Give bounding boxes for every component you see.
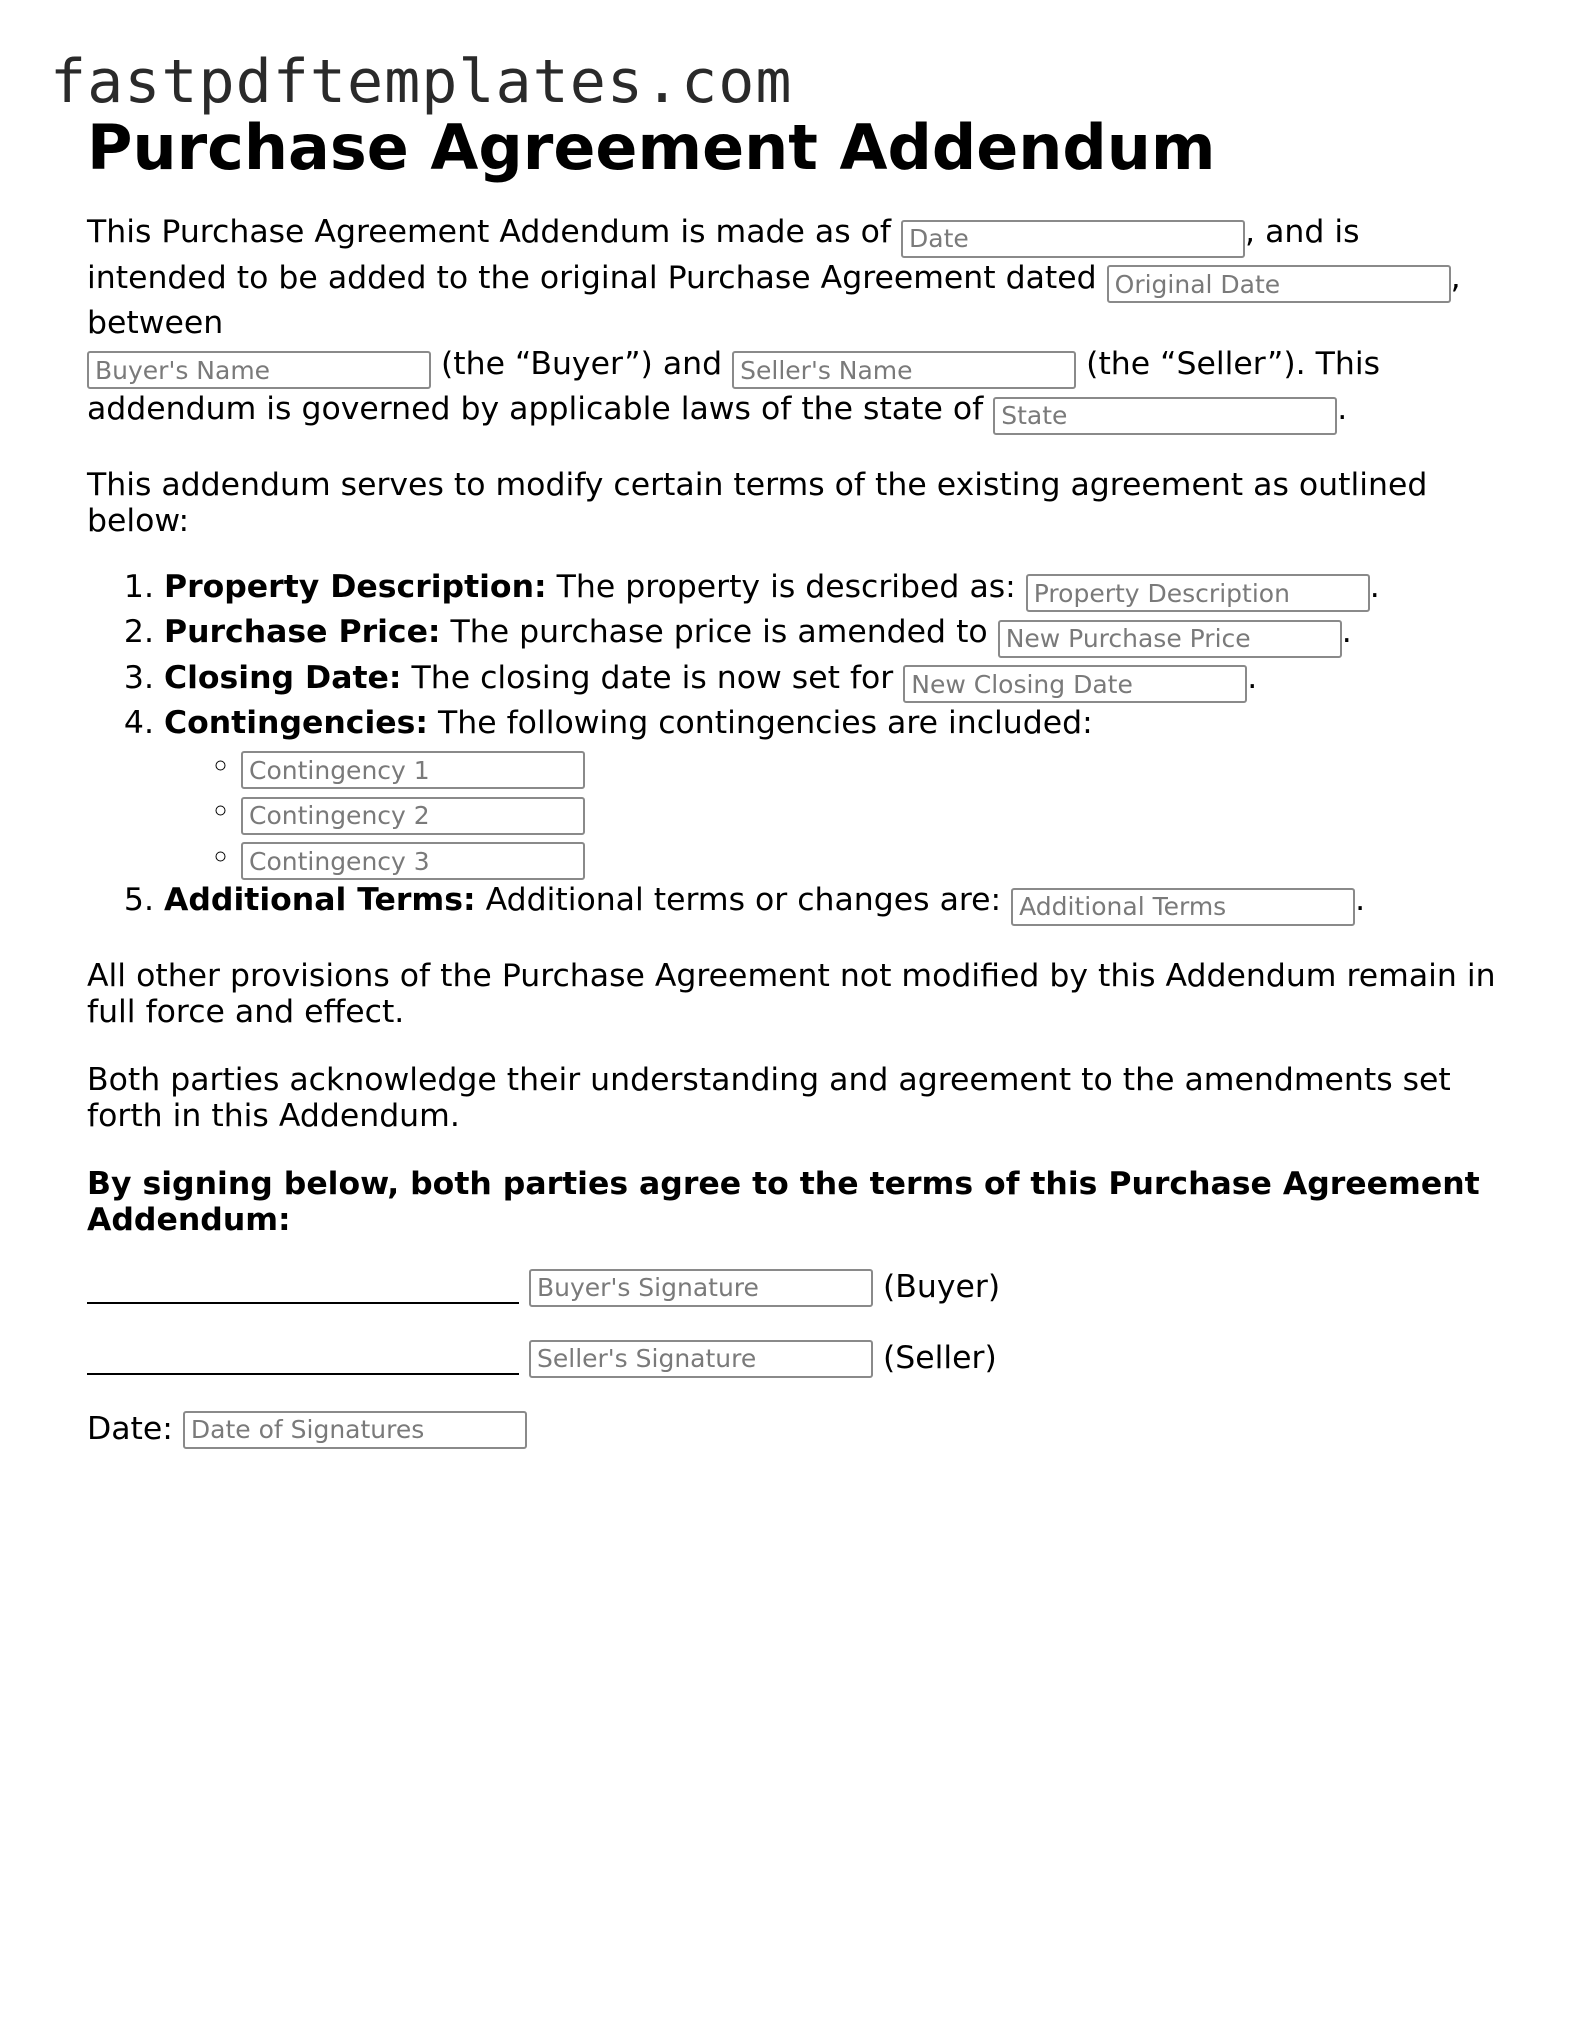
- term-additional-end: .: [1355, 882, 1366, 918]
- provisions-paragraph: All other provisions of the Purchase Agreement not modified by this Addendum remain in full force and effect.: [87, 957, 1496, 1030]
- new-purchase-price-field[interactable]: [998, 620, 1342, 658]
- contingencies-list: [164, 744, 1507, 881]
- signing-heading: [87, 1166, 1507, 1238]
- term-price-end: .: [1341, 614, 1352, 650]
- terms-list: [87, 567, 1507, 926]
- term-closing-end: .: [1247, 659, 1258, 696]
- signing-heading-text: By signing below, both parties agree to the terms of this Purchase Agreement Addendum:: [87, 1165, 1480, 1238]
- buyer-role-label: (Buyer): [883, 1269, 1001, 1306]
- term-property: [164, 567, 1507, 613]
- document-body: [87, 108, 1507, 1450]
- intro-text-5: (the “Seller”). This addendum is governed by applicable laws of the state of: [87, 345, 1381, 427]
- intro-text-2: , and is intended to be added to the original Purchase Agreement dated: [87, 214, 1360, 296]
- contingency-item: [241, 835, 1507, 881]
- term-contingencies: [164, 703, 1507, 880]
- intro-text-4: (the “Buyer”) and: [431, 345, 733, 382]
- term-property-end: .: [1369, 568, 1380, 605]
- document-title: Purchase Agreement Addendum: [87, 111, 1216, 184]
- seller-role-label: (Seller): [883, 1340, 997, 1377]
- term-closing: [164, 658, 1507, 704]
- date-label: Date:: [87, 1411, 173, 1448]
- contingency-item: [241, 744, 1507, 790]
- contingency-3-field[interactable]: [241, 842, 585, 880]
- new-closing-date-field[interactable]: [903, 665, 1247, 703]
- state-field[interactable]: [993, 397, 1337, 435]
- buyer-name-field[interactable]: [87, 351, 431, 389]
- term-additional-text: Additional terms or changes are:: [475, 882, 1012, 918]
- signature-date-row: [87, 1410, 1507, 1450]
- date-of-signatures-field[interactable]: [183, 1411, 527, 1449]
- term-additional-label: Additional Terms:: [164, 882, 476, 918]
- term-price-label: Purchase Price:: [164, 614, 441, 650]
- property-description-field[interactable]: [1026, 574, 1370, 612]
- term-closing-text: The closing date is now set for: [401, 659, 904, 696]
- term-contingencies-text: The following contingencies are included:: [427, 705, 1093, 741]
- seller-name-field[interactable]: [732, 351, 1076, 389]
- buyer-signature-row: [87, 1268, 1507, 1308]
- term-additional: [164, 880, 1507, 926]
- term-closing-label: Closing Date:: [164, 659, 402, 696]
- intro-text-6: .: [1337, 391, 1348, 427]
- buyer-signature-line: [87, 1272, 519, 1304]
- contingency-item: [241, 789, 1507, 835]
- intro-text-3: , between: [87, 259, 1461, 341]
- additional-terms-field[interactable]: [1011, 888, 1355, 926]
- acknowledge-paragraph: Both parties acknowledge their understanding and agreement to the amendments set forth in this Addendum.: [87, 1061, 1451, 1134]
- intro-text-1: This Purchase Agreement Addendum is made as of: [87, 214, 902, 250]
- original-date-field[interactable]: [1107, 265, 1451, 303]
- site-watermark: fastpdftemplates.com: [50, 47, 793, 117]
- agreement-date-field[interactable]: [901, 220, 1245, 258]
- contingency-1-field[interactable]: [241, 751, 585, 789]
- modify-paragraph: This addendum serves to modify certain terms of the existing agreement as outlined below:: [87, 466, 1428, 539]
- seller-signature-line: [87, 1343, 519, 1375]
- term-price-text: The purchase price is amended to: [440, 614, 998, 650]
- contingency-2-field[interactable]: [241, 797, 585, 835]
- term-property-text: The property is described as:: [546, 568, 1026, 605]
- term-price: [164, 612, 1507, 658]
- seller-signature-row: [87, 1339, 1507, 1379]
- intro-paragraph: [87, 212, 1507, 435]
- term-contingencies-label: Contingencies:: [164, 705, 428, 741]
- term-property-label: Property Description:: [164, 568, 547, 605]
- seller-signature-field[interactable]: [529, 1340, 873, 1378]
- buyer-signature-field[interactable]: [529, 1269, 873, 1307]
